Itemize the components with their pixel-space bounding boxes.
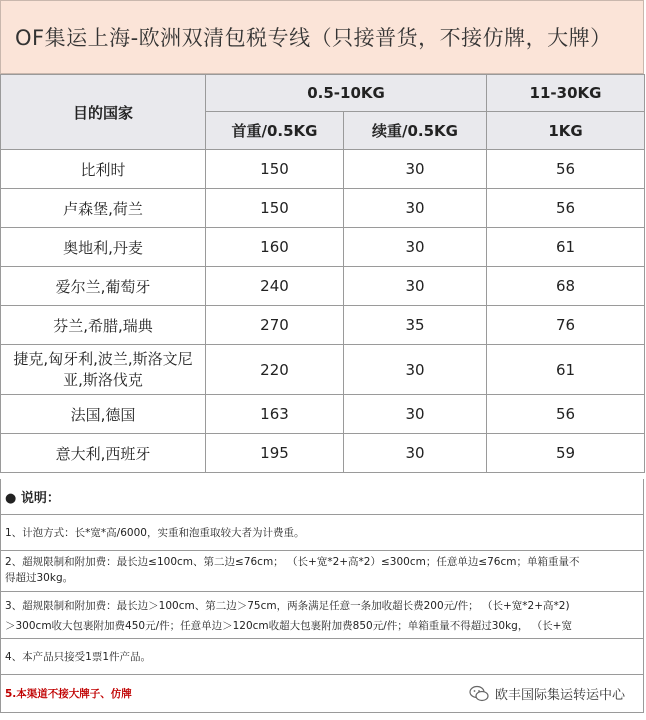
watermark xyxy=(469,684,643,703)
header-extra-weight: 续重/0.5KG xyxy=(344,112,487,150)
first-weight-cell: 160 xyxy=(206,228,344,267)
first-weight-cell: 195 xyxy=(206,434,344,473)
table-row xyxy=(1,228,645,267)
country-cell: 比利时 xyxy=(1,150,206,189)
page-title: OF集运上海-欧洲双清包税专线（只接普货，不接仿牌，大牌） xyxy=(0,0,644,74)
extra-weight-cell: 30 xyxy=(344,267,487,306)
country-cell: 卢森堡,荷兰 xyxy=(1,189,206,228)
per-kg-cell: 68 xyxy=(487,267,645,306)
country-line: 亚,斯洛伐克 xyxy=(63,370,143,389)
country-cell: 法国,德国 xyxy=(1,395,206,434)
note-5: 5.本渠道不接大牌子、仿牌 xyxy=(5,688,132,700)
table-row xyxy=(1,395,645,434)
table-row xyxy=(1,306,645,345)
per-kg-cell: 61 xyxy=(487,228,645,267)
country-cell: 奥地利,丹麦 xyxy=(1,228,206,267)
note-2-line: 得超过30kg。 xyxy=(5,572,74,584)
header-country: 目的国家 xyxy=(1,75,206,150)
table-row xyxy=(1,189,645,228)
note-5-row xyxy=(0,675,644,713)
note-4: 4、本产品只接受1票1件产品。 xyxy=(0,639,644,675)
header-per-kg: 1KG xyxy=(487,112,645,150)
wechat-icon xyxy=(469,685,489,703)
country-cell xyxy=(1,345,206,395)
extra-weight-cell: 30 xyxy=(344,395,487,434)
header-group-11-30kg: 11-30KG xyxy=(487,75,645,112)
first-weight-cell: 220 xyxy=(206,345,344,395)
table-row xyxy=(1,434,645,473)
first-weight-cell: 150 xyxy=(206,189,344,228)
country-cell: 芬兰,希腊,瑞典 xyxy=(1,306,206,345)
extra-weight-cell: 30 xyxy=(344,434,487,473)
first-weight-cell: 163 xyxy=(206,395,344,434)
note-3-line: 3、超规限制和附加费：最长边＞100cm、第二边＞75cm，两条满足任意一条加收超长费200元/件； （长+宽*2+高*2) xyxy=(5,600,570,612)
table-row xyxy=(1,267,645,306)
extra-weight-cell: 35 xyxy=(344,306,487,345)
per-kg-cell: 56 xyxy=(487,150,645,189)
header-first-weight: 首重/0.5KG xyxy=(206,112,344,150)
extra-weight-cell: 30 xyxy=(344,150,487,189)
per-kg-cell: 56 xyxy=(487,189,645,228)
first-weight-cell: 270 xyxy=(206,306,344,345)
extra-weight-cell: 30 xyxy=(344,228,487,267)
note-3-line: ＞300cm收大包裹附加费450元/件；任意单边＞120cm收超大包裹附加费850元/件；单箱重量不得超过30kg， （长+宽 xyxy=(5,620,572,632)
country-cell: 意大利,西班牙 xyxy=(1,434,206,473)
table-row xyxy=(1,345,645,395)
per-kg-cell: 76 xyxy=(487,306,645,345)
note-2 xyxy=(0,551,644,592)
note-2-line: 2、超规限制和附加费：最长边≤100cm、第二边≤76cm； （长+宽*2+高*2）≤300cm；任意单边≤76cm；单箱重量不 xyxy=(5,556,580,568)
first-weight-cell: 150 xyxy=(206,150,344,189)
table-row xyxy=(1,150,645,189)
header-group-0-5-10kg: 0.5-10KG xyxy=(206,75,487,112)
per-kg-cell: 61 xyxy=(487,345,645,395)
note-1: 1、计泡方式：长*宽*高/6000，实重和泡重取较大者为计费重。 xyxy=(0,515,644,551)
per-kg-cell: 56 xyxy=(487,395,645,434)
note-3 xyxy=(0,592,644,639)
watermark-text: 欧丰国际集运转运中心 xyxy=(494,688,625,703)
extra-weight-cell: 30 xyxy=(344,189,487,228)
rate-table xyxy=(0,74,645,473)
first-weight-cell: 240 xyxy=(206,267,344,306)
notes-heading: ● 说明： xyxy=(0,479,644,515)
per-kg-cell: 59 xyxy=(487,434,645,473)
notes-section xyxy=(0,479,644,713)
extra-weight-cell: 30 xyxy=(344,345,487,395)
country-line: 捷克,匈牙利,波兰,斯洛文尼 xyxy=(13,349,193,368)
table-header-row xyxy=(1,75,645,112)
country-cell: 爱尔兰,葡萄牙 xyxy=(1,267,206,306)
